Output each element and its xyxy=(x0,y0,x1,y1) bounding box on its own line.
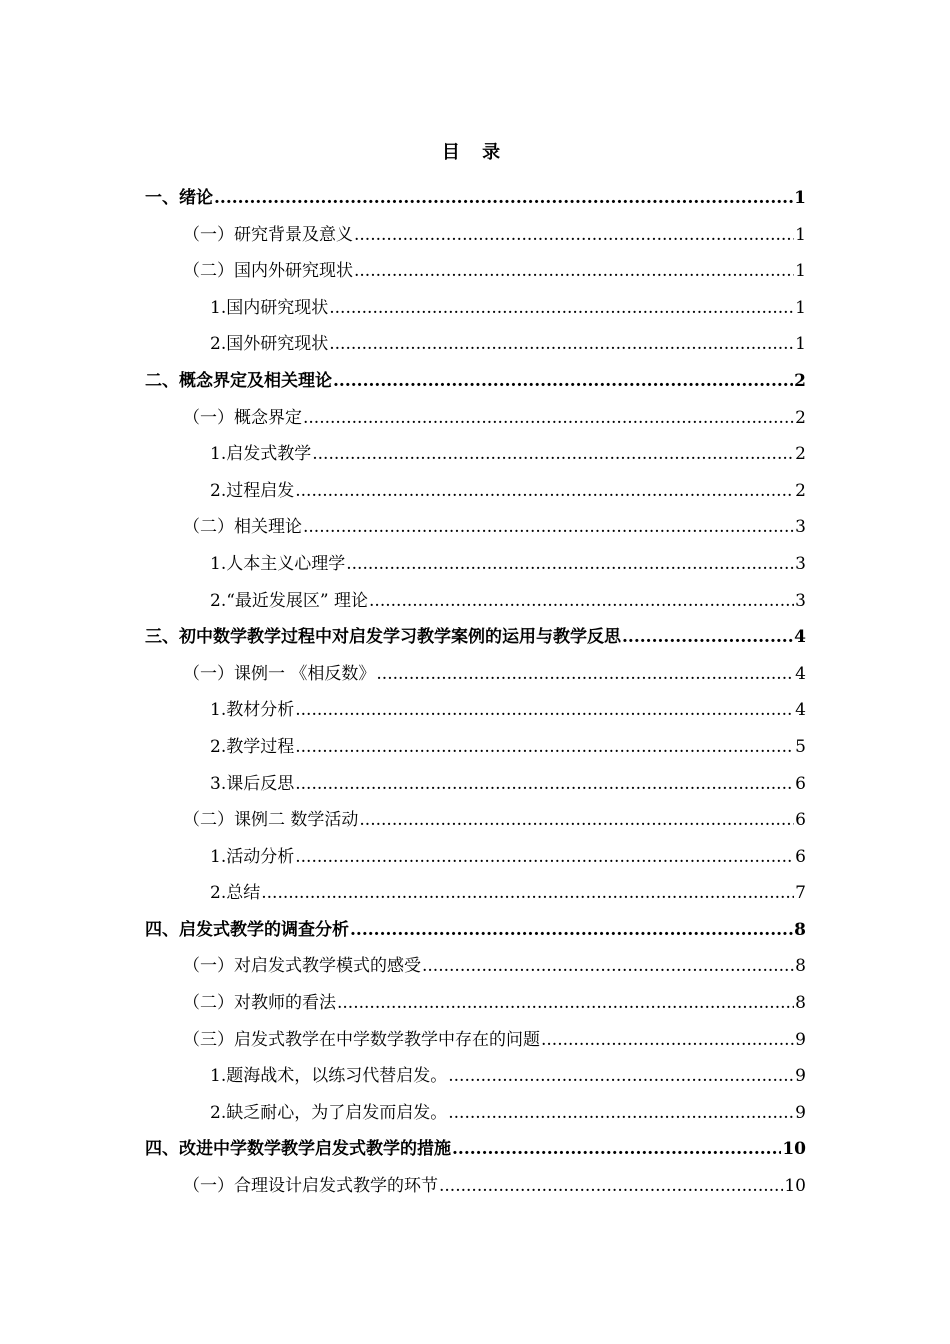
toc-entry-page: 2 xyxy=(794,370,806,391)
dot-leader xyxy=(261,875,794,912)
toc-entry-title: 1.启发式教学 xyxy=(210,444,312,465)
toc-entry[interactable] xyxy=(145,290,806,327)
toc-entry[interactable] xyxy=(145,253,806,290)
toc-entry[interactable] xyxy=(145,1022,806,1059)
dot-leader xyxy=(329,326,794,363)
toc-entry-title: （一）概念界定 xyxy=(183,407,302,428)
toc-entry[interactable] xyxy=(145,802,806,839)
dot-leader xyxy=(303,400,794,437)
toc-entry-title: 2.缺乏耐心，为了启发而启发。 xyxy=(210,1102,448,1123)
toc-entry-page: 5 xyxy=(795,736,806,757)
toc-entry-title: （二）对教师的看法 xyxy=(183,993,336,1014)
toc-entry-title: 2.教学过程 xyxy=(210,736,295,757)
toc-entry-page: 8 xyxy=(795,956,806,977)
toc-entry[interactable] xyxy=(145,473,806,510)
toc-entry-title: （二）课例二 数学活动 xyxy=(183,810,359,831)
toc-entry-title: 3.课后反思 xyxy=(210,773,295,794)
dot-leader xyxy=(622,619,793,656)
table-of-contents xyxy=(145,180,806,1205)
toc-entry-title: 2.“最近发展区” 理论 xyxy=(210,590,369,611)
toc-entry[interactable] xyxy=(145,583,806,620)
dot-leader xyxy=(354,217,794,254)
toc-entry-title: （二）国内外研究现状 xyxy=(183,261,353,282)
dot-leader xyxy=(439,1168,783,1205)
toc-entry-title: （三）启发式教学在中学数学教学中存在的问题 xyxy=(183,1029,540,1050)
toc-entry-title: 2.国外研究现状 xyxy=(210,334,329,355)
toc-entry[interactable] xyxy=(145,509,806,546)
toc-entry-page: 1 xyxy=(795,297,806,318)
toc-entry[interactable] xyxy=(145,217,806,254)
toc-entry-page: 2 xyxy=(795,407,806,428)
dot-leader xyxy=(448,1058,794,1095)
toc-entry-title: （一）对启发式教学模式的感受 xyxy=(183,956,421,977)
toc-entry[interactable] xyxy=(145,326,806,363)
toc-entry[interactable] xyxy=(145,656,806,693)
dot-leader xyxy=(333,363,793,400)
toc-entry-page: 6 xyxy=(795,773,806,794)
dot-leader xyxy=(295,729,794,766)
dot-leader xyxy=(329,290,794,327)
toc-entry[interactable] xyxy=(145,875,806,912)
dot-leader xyxy=(350,912,793,949)
dot-leader xyxy=(295,692,794,729)
toc-entry-title: 1.活动分析 xyxy=(210,846,295,867)
toc-entry-page: 9 xyxy=(795,1029,806,1050)
toc-entry[interactable] xyxy=(145,1058,806,1095)
dot-leader xyxy=(448,1095,794,1132)
toc-entry-page: 1 xyxy=(794,188,806,208)
toc-entry[interactable] xyxy=(145,692,806,729)
toc-entry[interactable] xyxy=(145,1095,806,1132)
toc-entry-title: （一）合理设计启发式教学的环节 xyxy=(183,1176,438,1197)
toc-entry[interactable] xyxy=(145,766,806,803)
toc-entry[interactable] xyxy=(145,363,806,400)
toc-entry[interactable] xyxy=(145,1168,806,1205)
toc-entry-page: 9 xyxy=(795,1066,806,1087)
toc-entry-page: 4 xyxy=(795,663,806,684)
toc-entry-title: 2.总结 xyxy=(210,883,261,904)
toc-entry-page: 8 xyxy=(795,993,806,1014)
dot-leader xyxy=(312,436,794,473)
dot-leader xyxy=(541,1022,794,1059)
toc-entry-title: 四、改进中学数学教学启发式教学的措施 xyxy=(145,1139,451,1160)
toc-entry-page: 9 xyxy=(795,1102,806,1123)
dot-leader xyxy=(369,583,794,620)
toc-entry[interactable] xyxy=(145,436,806,473)
toc-entry-page: 1 xyxy=(795,224,806,245)
toc-entry-title: 1.人本主义心理学 xyxy=(210,553,346,574)
toc-entry-title: （一）研究背景及意义 xyxy=(183,224,353,245)
toc-entry-title: 1.国内研究现状 xyxy=(210,297,329,318)
dot-leader xyxy=(376,656,794,693)
toc-entry[interactable] xyxy=(145,839,806,876)
toc-entry-page: 6 xyxy=(795,810,806,831)
toc-entry[interactable] xyxy=(145,985,806,1022)
toc-entry-title: 三、初中数学教学过程中对启发学习教学案例的运用与教学反思 xyxy=(145,627,621,648)
toc-entry-page: 7 xyxy=(795,883,806,904)
toc-entry-page: 1 xyxy=(795,261,806,282)
toc-entry-page: 10 xyxy=(784,1176,806,1197)
toc-entry-page: 4 xyxy=(794,627,806,648)
toc-entry-page: 8 xyxy=(794,919,806,940)
dot-leader xyxy=(295,766,794,803)
toc-entry[interactable] xyxy=(145,546,806,583)
toc-entry[interactable] xyxy=(145,729,806,766)
toc-entry-title: （二）相关理论 xyxy=(183,517,302,538)
toc-entry-title: 1.教材分析 xyxy=(210,700,295,721)
toc-entry-title: （一）课例一 《相反数》 xyxy=(183,663,376,684)
toc-entry-page: 3 xyxy=(795,517,806,538)
dot-leader xyxy=(422,948,794,985)
toc-entry[interactable] xyxy=(145,180,806,217)
toc-entry-page: 2 xyxy=(795,480,806,501)
dot-leader xyxy=(214,180,793,217)
toc-entry-page: 6 xyxy=(795,846,806,867)
dot-leader xyxy=(303,509,794,546)
toc-entry-title: 2.过程启发 xyxy=(210,480,295,501)
dot-leader xyxy=(337,985,794,1022)
toc-entry-page: 1 xyxy=(795,334,806,355)
dot-leader xyxy=(359,802,794,839)
toc-entry-title: 一、绪论 xyxy=(145,188,213,208)
toc-entry-page: 3 xyxy=(795,590,806,611)
dot-leader xyxy=(346,546,794,583)
toc-title: 目 录 xyxy=(441,142,509,163)
toc-entry-title: 1.题海战术，以练习代替启发。 xyxy=(210,1066,448,1087)
toc-entry[interactable] xyxy=(145,948,806,985)
toc-entry-page: 2 xyxy=(795,444,806,465)
toc-entry-page: 10 xyxy=(782,1139,806,1160)
dot-leader xyxy=(295,473,794,510)
toc-entry[interactable] xyxy=(145,619,806,656)
dot-leader xyxy=(354,253,794,290)
toc-entry-title: 二、概念界定及相关理论 xyxy=(145,370,332,391)
toc-entry-page: 3 xyxy=(795,553,806,574)
toc-entry[interactable] xyxy=(145,912,806,949)
toc-entry[interactable] xyxy=(145,400,806,437)
dot-leader xyxy=(295,839,794,876)
toc-entry-title: 四、启发式教学的调查分析 xyxy=(145,919,349,940)
toc-entry[interactable] xyxy=(145,1131,806,1168)
toc-entry-page: 4 xyxy=(795,700,806,721)
dot-leader xyxy=(452,1131,781,1168)
